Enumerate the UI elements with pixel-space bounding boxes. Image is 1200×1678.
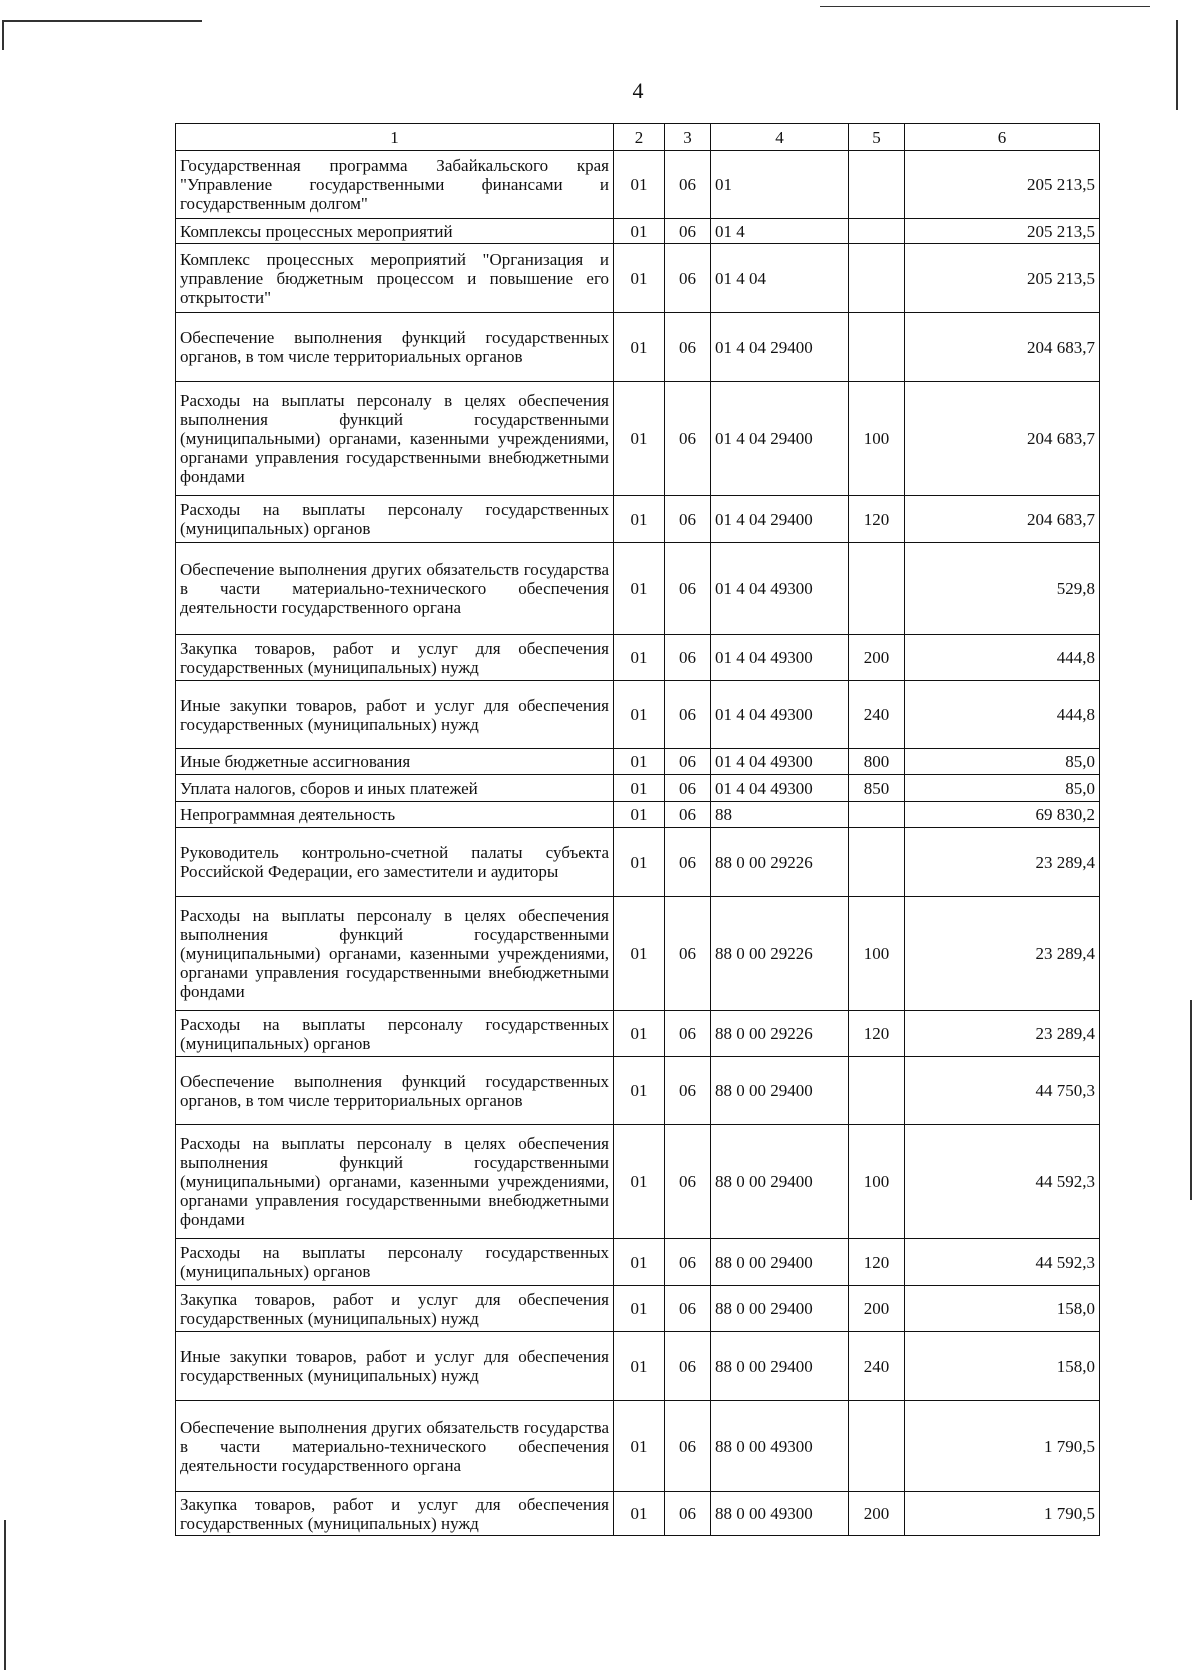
row-expense-type: 200 <box>849 1286 905 1332</box>
row-subsection: 06 <box>665 496 711 543</box>
row-amount: 1 790,5 <box>905 1492 1100 1536</box>
row-name: Обеспечение выполнения функций государственных органов, в том числе территориальных органов <box>176 313 614 382</box>
row-target: 88 0 00 49300 <box>711 1492 849 1536</box>
row-name: Руководитель контрольно-счетной палаты субъекта Российской Федерации, его заместители и аудиторы <box>176 828 614 897</box>
scan-border-left-lower <box>4 1520 6 1670</box>
row-subsection: 06 <box>665 382 711 496</box>
row-target: 88 0 00 49300 <box>711 1401 849 1492</box>
table-row <box>176 635 1100 681</box>
row-subsection: 06 <box>665 1011 711 1057</box>
table-row <box>176 1011 1100 1057</box>
row-amount: 23 289,4 <box>905 897 1100 1011</box>
row-amount: 44 592,3 <box>905 1239 1100 1286</box>
table-row <box>176 382 1100 496</box>
row-target: 01 4 <box>711 219 849 244</box>
row-amount: 85,0 <box>905 749 1100 775</box>
table-row <box>176 1492 1100 1536</box>
row-subsection: 06 <box>665 802 711 828</box>
row-section: 01 <box>614 1239 665 1286</box>
row-expense-type: 850 <box>849 775 905 802</box>
row-section: 01 <box>614 635 665 681</box>
row-amount: 23 289,4 <box>905 828 1100 897</box>
row-name: Расходы на выплаты персоналу государственных (муниципальных) органов <box>176 1011 614 1057</box>
row-section: 01 <box>614 1286 665 1332</box>
row-target: 01 4 04 29400 <box>711 313 849 382</box>
table-row <box>176 1332 1100 1401</box>
row-target: 01 4 04 49300 <box>711 543 849 635</box>
row-amount: 205 213,5 <box>905 151 1100 219</box>
row-subsection: 06 <box>665 1332 711 1401</box>
row-section: 01 <box>614 1332 665 1401</box>
table-row <box>176 543 1100 635</box>
row-amount: 85,0 <box>905 775 1100 802</box>
table-body <box>176 151 1100 1536</box>
row-name: Обеспечение выполнения других обязательств государства в части материально-технического обеспечения деятельности государственного органа <box>176 1401 614 1492</box>
row-target: 01 4 04 29400 <box>711 382 849 496</box>
row-expense-type <box>849 1401 905 1492</box>
table-row <box>176 1057 1100 1125</box>
row-target: 88 0 00 29226 <box>711 1011 849 1057</box>
row-name: Государственная программа Забайкальского края "Управление государственными финансами и государственным долгом" <box>176 151 614 219</box>
table-row <box>176 775 1100 802</box>
row-amount: 205 213,5 <box>905 219 1100 244</box>
row-expense-type: 120 <box>849 1011 905 1057</box>
row-name: Обеспечение выполнения функций государственных органов, в том числе территориальных органов <box>176 1057 614 1125</box>
row-section: 01 <box>614 802 665 828</box>
row-subsection: 06 <box>665 1125 711 1239</box>
row-target: 88 0 00 29400 <box>711 1239 849 1286</box>
row-expense-type <box>849 1057 905 1125</box>
row-amount: 444,8 <box>905 635 1100 681</box>
row-name: Комплексы процессных мероприятий <box>176 219 614 244</box>
row-subsection: 06 <box>665 1401 711 1492</box>
row-subsection: 06 <box>665 1286 711 1332</box>
row-amount: 529,8 <box>905 543 1100 635</box>
row-target: 01 <box>711 151 849 219</box>
row-expense-type: 240 <box>849 1332 905 1401</box>
row-subsection: 06 <box>665 1492 711 1536</box>
scan-border-top-right <box>820 6 1150 7</box>
row-name: Расходы на выплаты персоналу государственных (муниципальных) органов <box>176 1239 614 1286</box>
row-target: 88 0 00 29400 <box>711 1125 849 1239</box>
row-subsection: 06 <box>665 151 711 219</box>
header-col-5: 5 <box>849 124 905 151</box>
row-expense-type: 100 <box>849 897 905 1011</box>
table-row <box>176 1401 1100 1492</box>
row-expense-type <box>849 543 905 635</box>
row-subsection: 06 <box>665 244 711 313</box>
row-amount: 205 213,5 <box>905 244 1100 313</box>
row-section: 01 <box>614 749 665 775</box>
table-row <box>176 313 1100 382</box>
row-section: 01 <box>614 244 665 313</box>
row-target: 88 0 00 29226 <box>711 897 849 1011</box>
header-col-3: 3 <box>665 124 711 151</box>
row-name: Иные закупки товаров, работ и услуг для обеспечения государственных (муниципальных) нужд <box>176 681 614 749</box>
row-amount: 44 592,3 <box>905 1125 1100 1239</box>
row-section: 01 <box>614 1492 665 1536</box>
scan-border-left <box>2 20 4 50</box>
row-expense-type: 120 <box>849 496 905 543</box>
row-name: Закупка товаров, работ и услуг для обеспечения государственных (муниципальных) нужд <box>176 635 614 681</box>
row-expense-type <box>849 313 905 382</box>
row-target: 88 0 00 29226 <box>711 828 849 897</box>
row-expense-type: 240 <box>849 681 905 749</box>
row-section: 01 <box>614 775 665 802</box>
row-expense-type: 800 <box>849 749 905 775</box>
row-name: Расходы на выплаты персоналу в целях обеспечения выполнения функций государственными (муниципальными) органами, казенными учреждениями, органами управления государственными внебюджетными фондами <box>176 1125 614 1239</box>
header-col-2: 2 <box>614 124 665 151</box>
header-col-4: 4 <box>711 124 849 151</box>
row-expense-type <box>849 219 905 244</box>
row-amount: 204 683,7 <box>905 496 1100 543</box>
row-amount: 1 790,5 <box>905 1401 1100 1492</box>
row-subsection: 06 <box>665 313 711 382</box>
table-row <box>176 681 1100 749</box>
row-target: 88 0 00 29400 <box>711 1332 849 1401</box>
row-name: Расходы на выплаты персоналу государственных (муниципальных) органов <box>176 496 614 543</box>
row-section: 01 <box>614 681 665 749</box>
row-name: Иные бюджетные ассигнования <box>176 749 614 775</box>
row-name: Расходы на выплаты персоналу в целях обеспечения выполнения функций государственными (муниципальными) органами, казенными учреждениями, органами управления государственными внебюджетными фондами <box>176 897 614 1011</box>
row-section: 01 <box>614 828 665 897</box>
page-number: 4 <box>632 78 644 103</box>
table-row <box>176 244 1100 313</box>
table-row <box>176 1286 1100 1332</box>
row-name: Комплекс процессных мероприятий "Организация и управление бюджетным процессом и повышение его открытости" <box>176 244 614 313</box>
row-target: 01 4 04 <box>711 244 849 313</box>
row-subsection: 06 <box>665 749 711 775</box>
row-section: 01 <box>614 496 665 543</box>
row-expense-type <box>849 802 905 828</box>
table-row <box>176 151 1100 219</box>
table-row <box>176 802 1100 828</box>
row-expense-type <box>849 828 905 897</box>
table-row <box>176 219 1100 244</box>
row-subsection: 06 <box>665 543 711 635</box>
scan-border-right <box>1176 20 1178 110</box>
table-row <box>176 749 1100 775</box>
row-name: Уплата налогов, сборов и иных платежей <box>176 775 614 802</box>
row-name: Обеспечение выполнения других обязательств государства в части материально-технического обеспечения деятельности государственного органа <box>176 543 614 635</box>
row-target: 01 4 04 49300 <box>711 681 849 749</box>
header-col-6: 6 <box>905 124 1100 151</box>
row-section: 01 <box>614 1011 665 1057</box>
row-subsection: 06 <box>665 828 711 897</box>
row-name: Иные закупки товаров, работ и услуг для обеспечения государственных (муниципальных) нужд <box>176 1332 614 1401</box>
row-section: 01 <box>614 1057 665 1125</box>
row-amount: 204 683,7 <box>905 313 1100 382</box>
row-name: Закупка товаров, работ и услуг для обеспечения государственных (муниципальных) нужд <box>176 1492 614 1536</box>
row-expense-type: 100 <box>849 382 905 496</box>
row-section: 01 <box>614 897 665 1011</box>
row-target: 01 4 04 29400 <box>711 496 849 543</box>
table-row <box>176 828 1100 897</box>
row-amount: 158,0 <box>905 1332 1100 1401</box>
row-target: 88 <box>711 802 849 828</box>
row-section: 01 <box>614 1125 665 1239</box>
table-row <box>176 1125 1100 1239</box>
scan-border-right-lower <box>1190 1000 1192 1200</box>
row-subsection: 06 <box>665 897 711 1011</box>
row-target: 88 0 00 29400 <box>711 1057 849 1125</box>
row-expense-type <box>849 151 905 219</box>
row-target: 01 4 04 49300 <box>711 749 849 775</box>
row-subsection: 06 <box>665 681 711 749</box>
row-amount: 158,0 <box>905 1286 1100 1332</box>
row-amount: 44 750,3 <box>905 1057 1100 1125</box>
table-row <box>176 1239 1100 1286</box>
row-target: 01 4 04 49300 <box>711 635 849 681</box>
row-section: 01 <box>614 313 665 382</box>
row-expense-type: 200 <box>849 1492 905 1536</box>
row-subsection: 06 <box>665 1239 711 1286</box>
row-amount: 69 830,2 <box>905 802 1100 828</box>
table-row <box>176 897 1100 1011</box>
row-amount: 444,8 <box>905 681 1100 749</box>
budget-table <box>175 123 1100 1536</box>
row-target: 88 0 00 29400 <box>711 1286 849 1332</box>
row-subsection: 06 <box>665 1057 711 1125</box>
row-amount: 204 683,7 <box>905 382 1100 496</box>
scan-border-top <box>2 20 202 22</box>
row-section: 01 <box>614 1401 665 1492</box>
row-subsection: 06 <box>665 635 711 681</box>
row-section: 01 <box>614 219 665 244</box>
row-section: 01 <box>614 382 665 496</box>
row-expense-type: 100 <box>849 1125 905 1239</box>
row-subsection: 06 <box>665 219 711 244</box>
table-row <box>176 496 1100 543</box>
row-subsection: 06 <box>665 775 711 802</box>
row-amount: 23 289,4 <box>905 1011 1100 1057</box>
row-expense-type: 200 <box>849 635 905 681</box>
row-target: 01 4 04 49300 <box>711 775 849 802</box>
header-col-1: 1 <box>176 124 614 151</box>
row-name: Расходы на выплаты персоналу в целях обеспечения выполнения функций государственными (муниципальными) органами, казенными учреждениями, органами управления государственными внебюджетными фондами <box>176 382 614 496</box>
row-name: Непрограммная деятельность <box>176 802 614 828</box>
table-header-row <box>176 124 1100 151</box>
row-section: 01 <box>614 151 665 219</box>
row-name: Закупка товаров, работ и услуг для обеспечения государственных (муниципальных) нужд <box>176 1286 614 1332</box>
row-section: 01 <box>614 543 665 635</box>
row-expense-type <box>849 244 905 313</box>
row-expense-type: 120 <box>849 1239 905 1286</box>
